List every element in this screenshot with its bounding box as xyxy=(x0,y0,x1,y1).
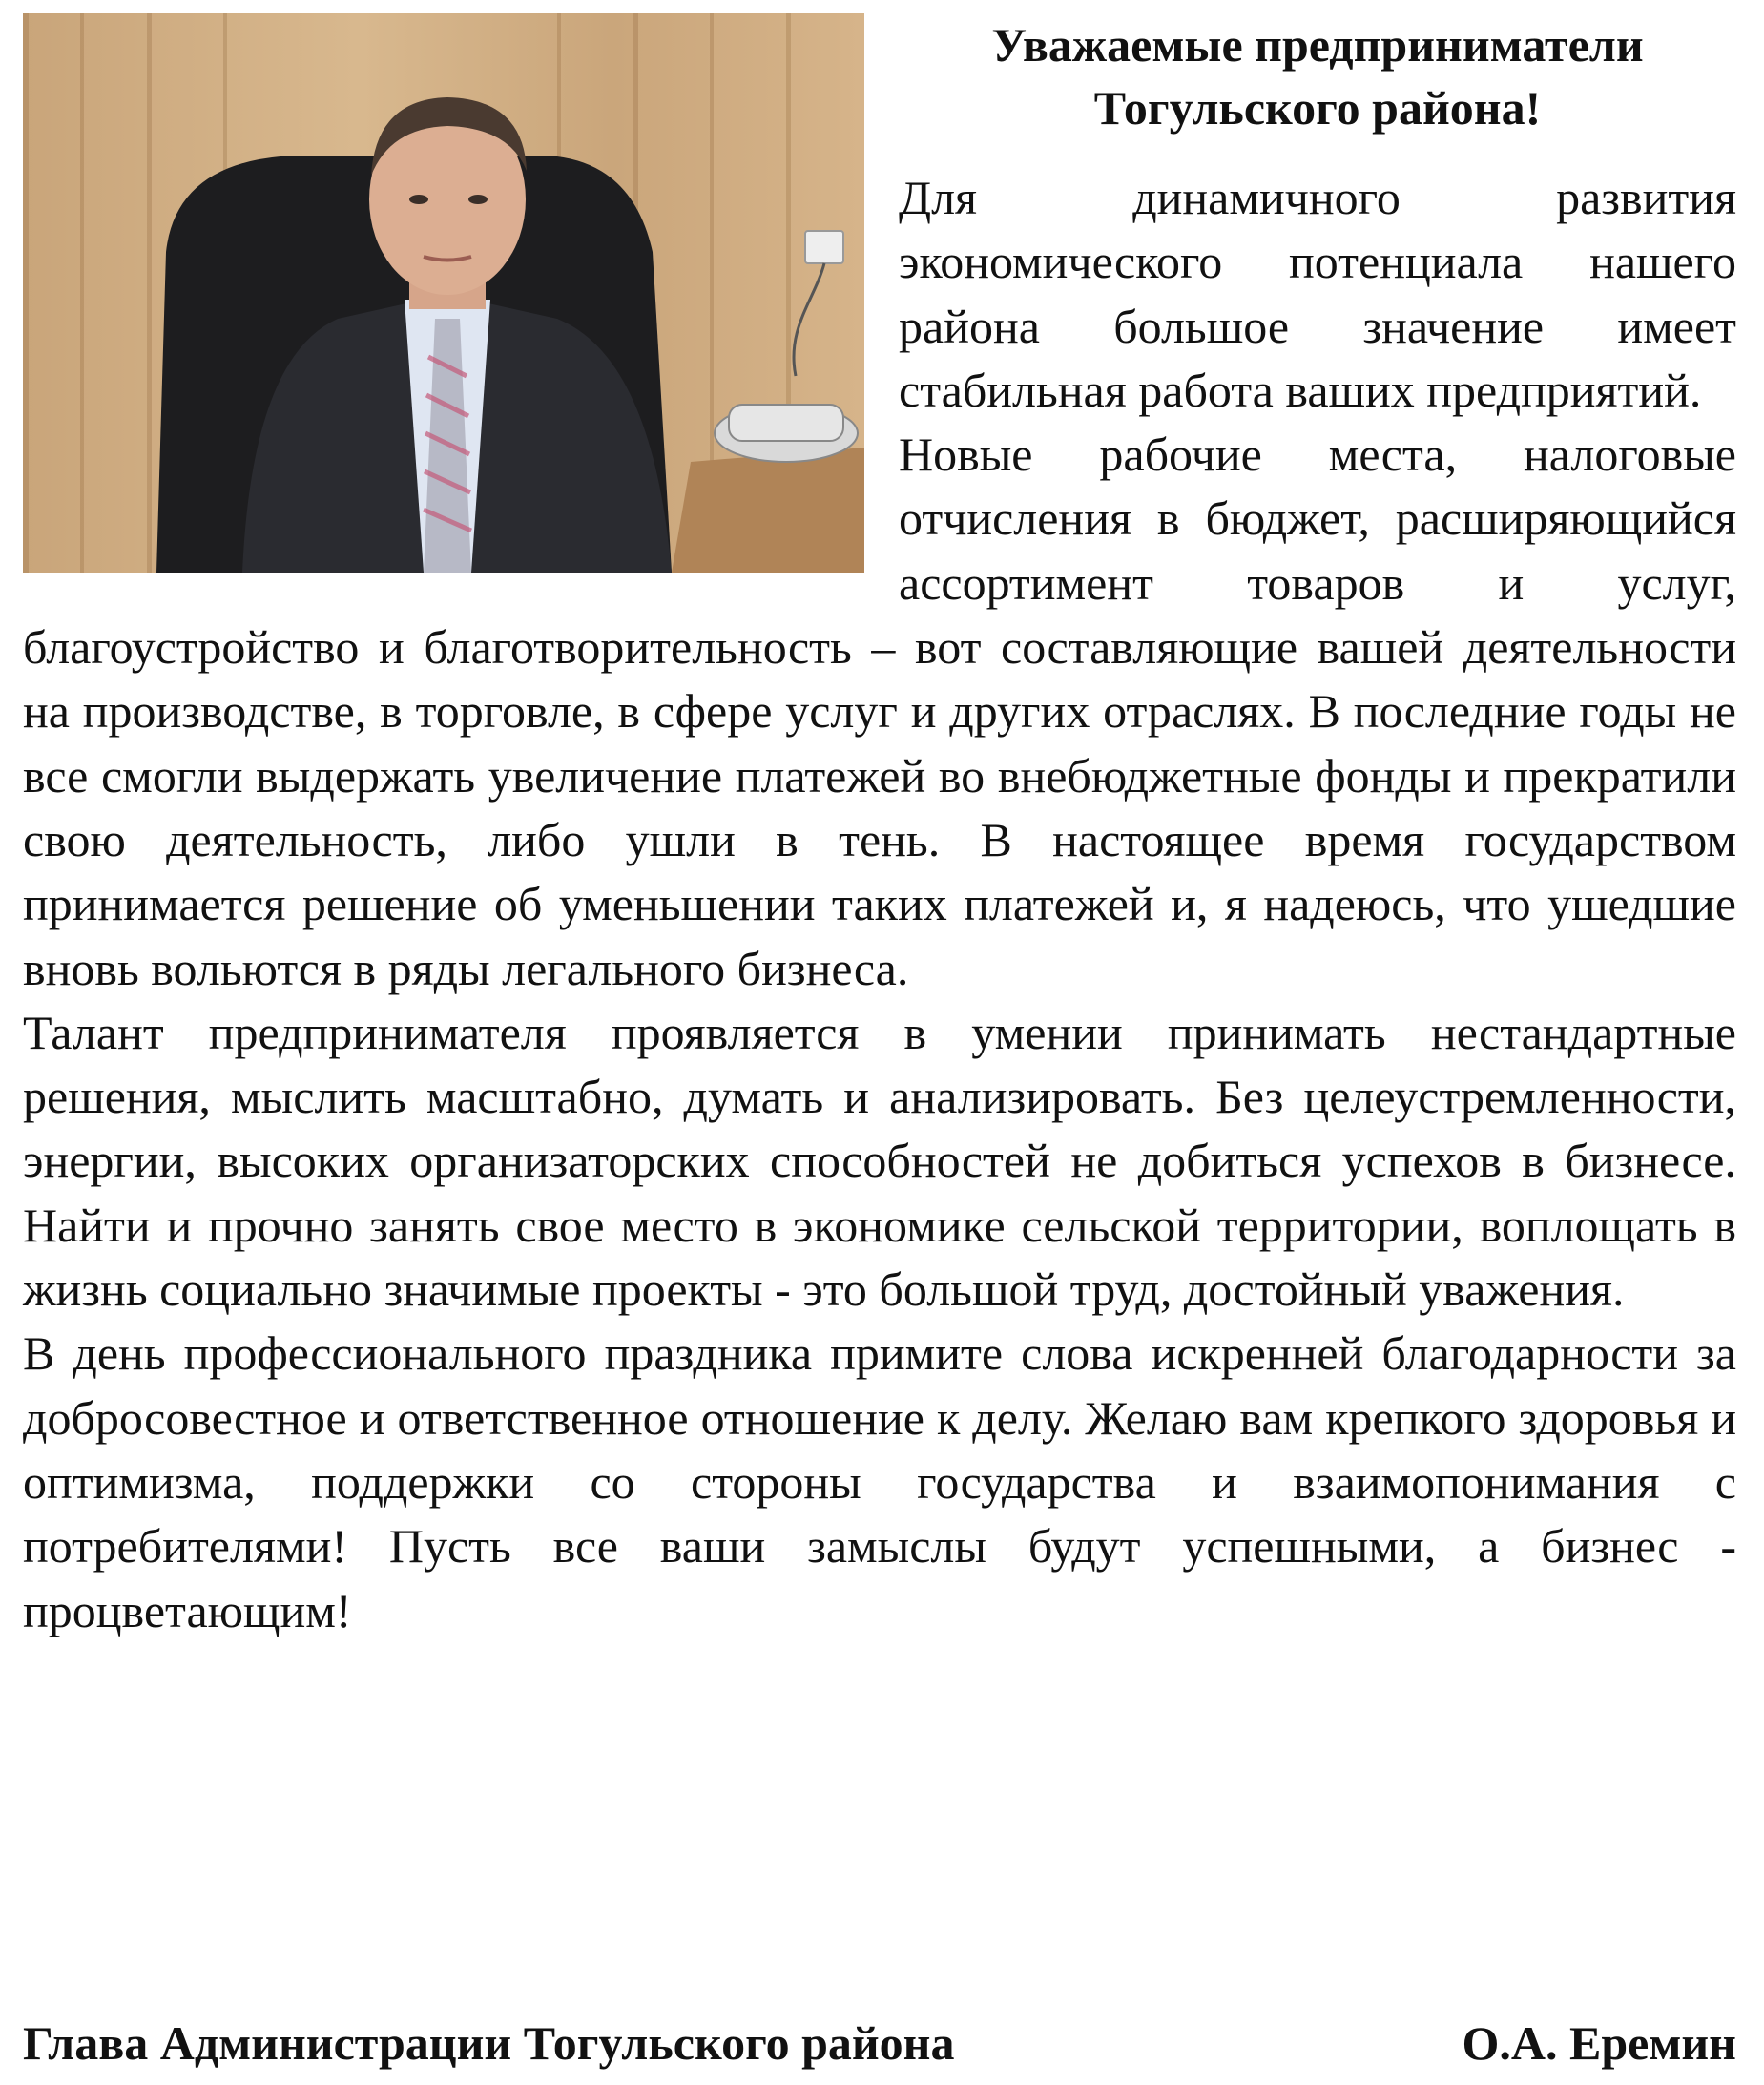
letter-body xyxy=(23,13,1736,1643)
signature-position: Глава Администрации Тогульского района xyxy=(23,2016,955,2070)
paragraph-4: В день профессионального праздника примите слова искренней благодарности за добросовестное и ответственное отношение к делу. Желаю вам крепкого здоровья и оптимизма, поддержки со стороны государства и взаимопонимания с потребителями! Пусть все ваши замыслы будут успешными, а бизнес - процветающим! xyxy=(23,1326,1736,1637)
paragraph-2: Новые рабочие места, налоговые отчисления в бюджет, расширяющийся ассортимент товаров и услуг, благоустройство и благотворительность – вот составляющие вашей деятельности на производстве, в торговле, в сфере услуг и других отраслях. В последние годы не все смогли выдержать увеличение платежей во внебюджетные фонды и прекратили свою деятельность, либо ушли в тень. В настоящее время государством принимается решение об уменьшении таких платежей и, я надеюсь, что ушедшие вновь вольются в ряды легального бизнеса. xyxy=(23,427,1736,995)
signature-line xyxy=(23,2012,1736,2075)
paragraph-3: Талант предпринимателя проявляется в умении принимать нестандартные решения, мыслить масштабно, думать и анализировать. Без целеустремленности, энергии, высоких организаторских способностей не добиться успехов в бизнесе. Найти и прочно занять свое место в экономике сельской территории, воплощать в жизнь социально значимые проекты - это большой труд, достойный уважения. xyxy=(23,1005,1736,1317)
paragraph-1: Для динамичного развития экономического потенциала нашего района большое значение имеет стабильная работа ваших предприятий. xyxy=(899,171,1736,417)
signature-name: О.А. Еремин xyxy=(1462,2016,1736,2070)
portrait-photo-icon xyxy=(23,13,864,573)
greeting-title-line-2: Тогульского района! xyxy=(1093,81,1542,135)
greeting-title-line-1: Уважаемые предприниматели xyxy=(991,18,1644,72)
